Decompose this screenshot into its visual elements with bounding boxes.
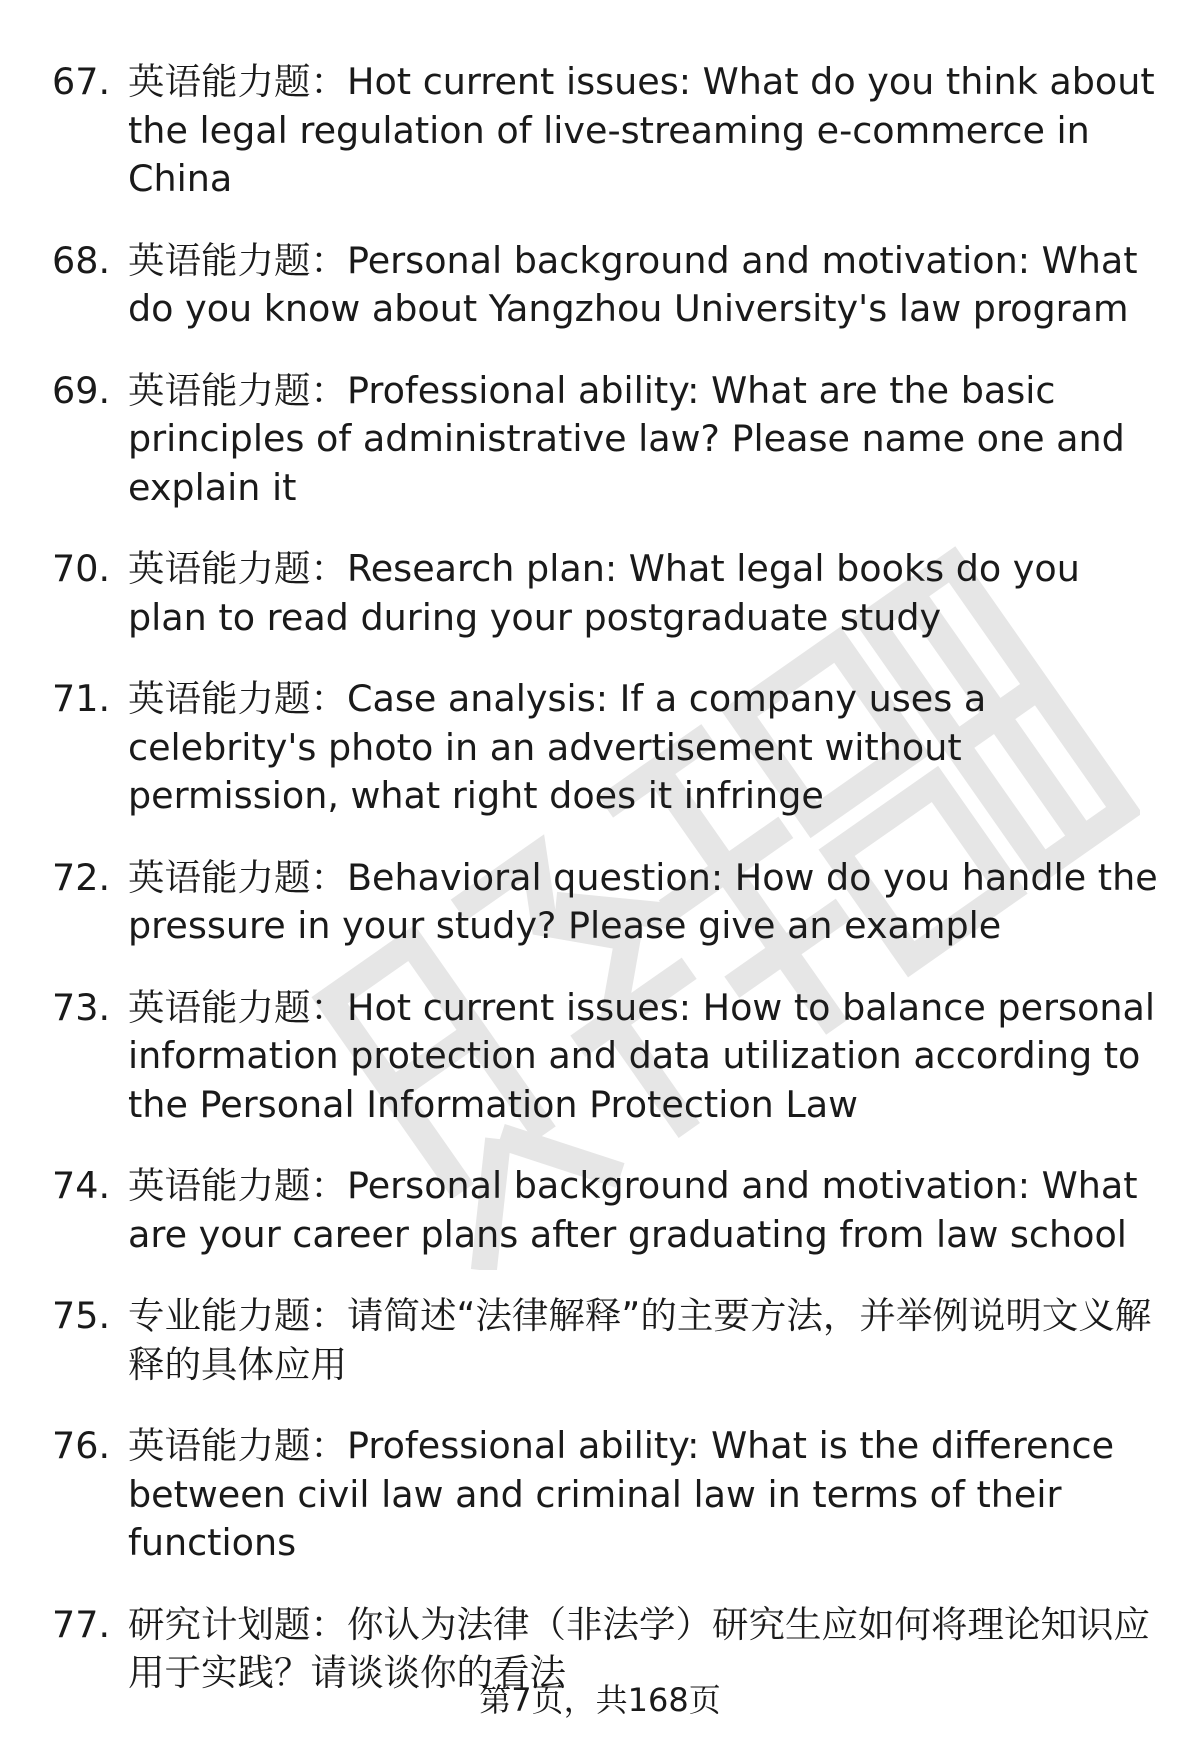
list-item [52,237,1162,334]
question-number: 67. [52,60,111,103]
question-number: 68. [52,238,111,282]
list-item [52,58,1162,204]
question-text: 英语能力题：Research plan: What legal books do you plan to read during your postgraduate study [128,547,1080,639]
question-number: 70. [52,547,111,590]
question-number: 72. [52,855,111,899]
question-text: 英语能力题：Personal background and motivation: What are your career plans after graduating from law school [128,1164,1138,1256]
question-number: 75. [52,1294,111,1337]
question-number: 76. [52,1424,111,1467]
question-number: 74. [52,1164,111,1207]
list-item [52,1162,1162,1259]
list-item [52,984,1162,1130]
question-text: 英语能力题：Case analysis: If a company uses a celebrity's photo in an advertisement without permission, what right does it infringe [128,677,987,817]
question-text: 英语能力题：Behavioral question: How do you handle the pressure in your study? Please give an example [128,855,1158,947]
page-number-footer: 第7页，共168页 [479,1681,721,1719]
list-item [52,1422,1162,1568]
question-list [52,58,1162,1731]
list-item [52,675,1162,821]
question-number: 69. [52,368,111,412]
question-text: 英语能力题：Professional ability: What are the basic principles of administrative law? Please name one and explain it [128,368,1125,509]
question-text: 英语能力题：Professional ability: What is the difference between civil law and criminal law in terms of their functions [128,1424,1115,1564]
question-text: 研究计划题：你认为法律（非法学）研究生应如何将理论知识应用于实践？请谈谈你的看法 [128,1602,1150,1694]
list-item [52,854,1162,951]
question-text: 英语能力题：Hot current issues: What do you think about the legal regulation of live-streaming e-commerce in China [128,60,1155,200]
list-item [52,1292,1162,1389]
question-number: 77. [52,1602,111,1646]
question-text: 专业能力题：请简述“法律解释”的主要方法，并举例说明文义解释的具体应用 [128,1294,1152,1386]
list-item [52,367,1162,513]
question-number: 73. [52,985,111,1029]
question-text: 英语能力题：Personal background and motivation: What do you know about Yangzhou University's law program [128,238,1138,330]
question-number: 71. [52,677,111,720]
list-item [52,545,1162,642]
question-text: 英语能力题：Hot current issues: How to balance personal information protection and data utilization according to the Personal Information Protection Law [128,985,1156,1126]
